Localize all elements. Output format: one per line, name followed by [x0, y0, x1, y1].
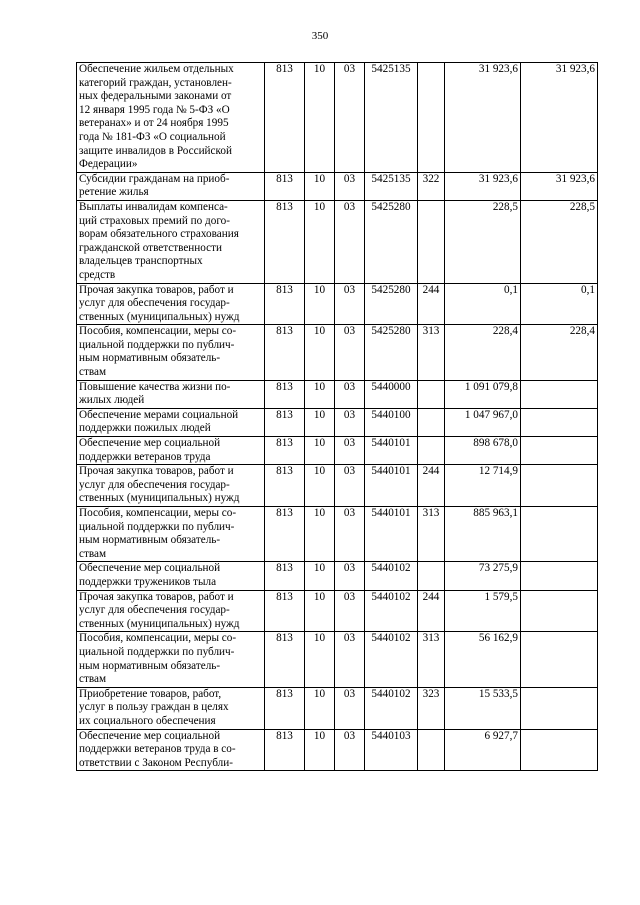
item-name-cell-text: Приобретение товаров, работ, услуг в пользу граждан в целях их социального обеспечения [79, 687, 229, 727]
amount-cell-text: 6 927,7 [484, 729, 518, 742]
expense-type-cell-text: 323 [422, 687, 440, 700]
amount-cell [521, 200, 598, 283]
item-name-cell [77, 562, 265, 590]
amount-cell [445, 590, 521, 632]
amount-cell [521, 63, 598, 173]
ministry-code-cell [265, 172, 305, 200]
page-number: 350 [311, 30, 329, 42]
subsection-code-cell-text: 03 [343, 729, 356, 742]
amount-cell-text: 228,5 [492, 200, 518, 213]
ministry-code-cell [265, 325, 305, 380]
target-code-cell [365, 283, 418, 325]
section-code-cell-text: 10 [313, 562, 326, 575]
subsection-code-cell [335, 437, 365, 465]
subsection-code-cell-text: 03 [343, 172, 356, 185]
subsection-code-cell-text: 03 [343, 63, 356, 75]
item-name-cell-text: Прочая закупка товаров, работ и услуг для обеспечения государ- ственных (муниципальных) нужд [79, 590, 240, 630]
amount-cell [521, 590, 598, 632]
ministry-code-cell [265, 283, 305, 325]
expense-type-cell-text: 244 [422, 465, 440, 478]
subsection-code-cell [335, 63, 365, 173]
expense-type-cell [418, 283, 445, 325]
section-code-cell-text: 10 [313, 380, 326, 393]
expense-type-cell [418, 632, 445, 687]
subsection-code-cell [335, 729, 365, 771]
section-code-cell-text: 10 [313, 465, 326, 478]
amount-cell [445, 380, 521, 408]
amount-cell-text: 0,1 [581, 283, 595, 296]
table-row [77, 63, 598, 173]
subsection-code-cell-text: 03 [343, 507, 356, 519]
amount-cell [521, 325, 598, 380]
amount-cell [521, 465, 598, 507]
amount-cell-text: 228,4 [569, 325, 595, 338]
section-code-cell [305, 325, 335, 380]
table-row [77, 325, 598, 380]
section-code-cell-text: 10 [313, 200, 326, 213]
item-name-cell [77, 590, 265, 632]
ministry-code-cell-text: 813 [276, 200, 293, 213]
ministry-code-cell [265, 63, 305, 173]
item-name-cell [77, 465, 265, 507]
subsection-code-cell [335, 283, 365, 325]
expense-type-cell [418, 562, 445, 590]
target-code-cell-text: 5425280 [371, 325, 411, 338]
section-code-cell-text: 10 [313, 283, 326, 296]
table-row [77, 687, 598, 729]
section-code-cell [305, 729, 335, 771]
target-code-cell [365, 325, 418, 380]
section-code-cell [305, 172, 335, 200]
item-name-cell [77, 63, 265, 173]
section-code-cell-text: 10 [313, 325, 326, 338]
table-row [77, 507, 598, 562]
amount-cell [445, 200, 521, 283]
section-code-cell-text: 10 [313, 590, 326, 603]
table-body [77, 63, 598, 771]
item-name-cell-text: Субсидии гражданам на приоб- ретение жилья [79, 172, 230, 199]
amount-cell-text: 1 047 967,0 [464, 408, 518, 421]
item-name-cell [77, 632, 265, 687]
amount-cell [445, 729, 521, 771]
subsection-code-cell [335, 380, 365, 408]
item-name-cell-text: Прочая закупка товаров, работ и услуг для обеспечения государ- ственных (муниципальных) нужд [79, 283, 240, 323]
table-row [77, 437, 598, 465]
amount-cell-text: 31 923,6 [555, 172, 595, 185]
item-name-cell [77, 507, 265, 562]
target-code-cell [365, 437, 418, 465]
section-code-cell [305, 408, 335, 436]
target-code-cell-text: 5425135 [371, 63, 411, 75]
item-name-cell [77, 325, 265, 380]
amount-cell-text: 56 162,9 [478, 632, 518, 645]
target-code-cell-text: 5425135 [371, 172, 411, 185]
ministry-code-cell [265, 632, 305, 687]
section-code-cell [305, 63, 335, 173]
amount-cell [445, 465, 521, 507]
ministry-code-cell [265, 507, 305, 562]
item-name-cell-text: Обеспечение мер социальной поддержки ветеранов труда [79, 437, 221, 463]
ministry-code-cell-text: 813 [276, 562, 293, 575]
item-name-cell [77, 437, 265, 465]
expense-type-cell-text: 244 [422, 283, 440, 296]
item-name-cell-text: Пособия, компенсации, меры со- циальной поддержки по публич- ным нормативным обязатель- ствам [79, 632, 237, 686]
table-row [77, 200, 598, 283]
item-name-cell-text: Обеспечение жильем отдельных категорий граждан, установлен- ных федеральными законами от 12 января 1995 года № 5-ФЗ «О ветеранах» и от 24 ноября 1995 года № 181-ФЗ «О социальной защите инвалидов в Российской Федерации» [79, 63, 234, 171]
table-row [77, 590, 598, 632]
section-code-cell [305, 465, 335, 507]
subsection-code-cell [335, 172, 365, 200]
ministry-code-cell-text: 813 [276, 729, 293, 742]
target-code-cell [365, 408, 418, 436]
amount-cell [445, 63, 521, 173]
item-name-cell-text: Обеспечение мерами социальной поддержки пожилых людей [79, 408, 239, 435]
table-row [77, 380, 598, 408]
expense-type-cell [418, 729, 445, 771]
item-name-cell [77, 729, 265, 771]
section-code-cell-text: 10 [313, 63, 326, 75]
expense-type-cell [418, 63, 445, 173]
subsection-code-cell [335, 200, 365, 283]
ministry-code-cell [265, 408, 305, 436]
amount-cell [445, 437, 521, 465]
section-code-cell [305, 562, 335, 590]
amount-cell-text: 1 091 079,8 [464, 380, 518, 393]
target-code-cell-text: 5440102 [371, 687, 411, 700]
amount-cell-text: 0,1 [504, 283, 518, 296]
amount-cell [521, 283, 598, 325]
ministry-code-cell [265, 729, 305, 771]
section-code-cell-text: 10 [313, 437, 326, 450]
amount-cell [521, 729, 598, 771]
target-code-cell [365, 687, 418, 729]
ministry-code-cell-text: 813 [276, 63, 293, 75]
ministry-code-cell-text: 813 [276, 380, 293, 393]
expense-type-cell [418, 590, 445, 632]
table-row [77, 729, 598, 771]
ministry-code-cell-text: 813 [276, 283, 293, 296]
subsection-code-cell [335, 325, 365, 380]
item-name-cell [77, 200, 265, 283]
ministry-code-cell [265, 465, 305, 507]
subsection-code-cell-text: 03 [343, 283, 356, 296]
target-code-cell-text: 5440101 [371, 465, 411, 478]
expense-type-cell [418, 465, 445, 507]
amount-cell-text: 31 923,6 [478, 172, 518, 185]
target-code-cell-text: 5440102 [371, 562, 411, 575]
table-row [77, 562, 598, 590]
expense-type-cell [418, 408, 445, 436]
ministry-code-cell [265, 200, 305, 283]
section-code-cell-text: 10 [313, 408, 326, 421]
target-code-cell-text: 5440102 [371, 590, 411, 603]
item-name-cell [77, 283, 265, 325]
subsection-code-cell-text: 03 [343, 632, 356, 645]
subsection-code-cell-text: 03 [343, 465, 356, 478]
amount-cell [521, 172, 598, 200]
subsection-code-cell [335, 590, 365, 632]
section-code-cell [305, 632, 335, 687]
ministry-code-cell-text: 813 [276, 437, 293, 450]
target-code-cell [365, 729, 418, 771]
ministry-code-cell-text: 813 [276, 507, 293, 519]
subsection-code-cell [335, 507, 365, 562]
amount-cell-text: 898 678,0 [473, 437, 518, 450]
section-code-cell-text: 10 [313, 172, 326, 185]
target-code-cell [365, 172, 418, 200]
subsection-code-cell-text: 03 [343, 200, 356, 213]
amount-cell [521, 687, 598, 729]
item-name-cell [77, 408, 265, 436]
amount-cell [521, 380, 598, 408]
target-code-cell-text: 5425280 [371, 200, 411, 213]
subsection-code-cell [335, 465, 365, 507]
ministry-code-cell [265, 590, 305, 632]
item-name-cell-text: Повышение качества жизни по- жилых людей [79, 380, 231, 407]
item-name-cell-text: Выплаты инвалидам компенса- ций страховых премий по дого- ворам обязательного страхования гражданской ответственности владельцев транспортных средств [79, 200, 239, 281]
target-code-cell-text: 5440100 [371, 408, 411, 421]
subsection-code-cell-text: 03 [343, 562, 356, 575]
target-code-cell [365, 380, 418, 408]
amount-cell [445, 408, 521, 436]
amount-cell [445, 507, 521, 562]
section-code-cell-text: 10 [313, 507, 326, 519]
amount-cell-text: 73 275,9 [478, 562, 518, 575]
table-row [77, 465, 598, 507]
target-code-cell-text: 5440101 [371, 437, 411, 450]
ministry-code-cell-text: 813 [276, 590, 293, 603]
table-row [77, 632, 598, 687]
amount-cell-text: 1 579,5 [484, 590, 518, 603]
amount-cell-text: 15 533,5 [478, 687, 518, 700]
expense-type-cell-text: 322 [422, 172, 440, 185]
section-code-cell [305, 200, 335, 283]
expense-type-cell [418, 507, 445, 562]
expense-type-cell [418, 172, 445, 200]
target-code-cell-text: 5440000 [371, 380, 411, 393]
section-code-cell [305, 437, 335, 465]
amount-cell-text: 228,4 [492, 325, 518, 338]
target-code-cell [365, 632, 418, 687]
subsection-code-cell-text: 03 [343, 687, 356, 700]
amount-cell [521, 507, 598, 562]
expense-type-cell [418, 437, 445, 465]
amount-cell [445, 562, 521, 590]
amount-cell [445, 687, 521, 729]
item-name-cell-text: Пособия, компенсации, меры со- циальной поддержки по публич- ным нормативным обязатель- ствам [79, 325, 237, 379]
section-code-cell [305, 380, 335, 408]
subsection-code-cell [335, 632, 365, 687]
expense-type-cell [418, 325, 445, 380]
ministry-code-cell-text: 813 [276, 632, 293, 645]
item-name-cell [77, 380, 265, 408]
amount-cell [445, 283, 521, 325]
amount-cell-text: 31 923,6 [555, 63, 595, 75]
ministry-code-cell-text: 813 [276, 325, 293, 338]
expense-type-cell [418, 200, 445, 283]
expense-type-cell-text: 244 [422, 590, 440, 603]
target-code-cell [365, 507, 418, 562]
target-code-cell [365, 590, 418, 632]
amount-cell [445, 632, 521, 687]
target-code-cell [365, 562, 418, 590]
ministry-code-cell-text: 813 [276, 408, 293, 421]
ministry-code-cell [265, 562, 305, 590]
section-code-cell [305, 507, 335, 562]
expense-type-cell-text: 313 [422, 507, 440, 519]
ministry-code-cell [265, 380, 305, 408]
amount-cell-text: 12 714,9 [478, 465, 518, 478]
item-name-cell [77, 687, 265, 729]
subsection-code-cell [335, 562, 365, 590]
amount-cell [521, 562, 598, 590]
amount-cell [445, 325, 521, 380]
section-code-cell-text: 10 [313, 687, 326, 700]
amount-cell [445, 172, 521, 200]
ministry-code-cell [265, 687, 305, 729]
amount-cell-text: 228,5 [569, 200, 595, 213]
table-row [77, 172, 598, 200]
amount-cell [521, 437, 598, 465]
subsection-code-cell-text: 03 [343, 437, 356, 450]
amount-cell [521, 408, 598, 436]
ministry-code-cell [265, 437, 305, 465]
ministry-code-cell-text: 813 [276, 465, 293, 478]
item-name-cell [77, 172, 265, 200]
ministry-code-cell-text: 813 [276, 172, 293, 185]
section-code-cell-text: 10 [313, 632, 326, 645]
section-code-cell [305, 590, 335, 632]
target-code-cell [365, 465, 418, 507]
target-code-cell-text: 5425280 [371, 283, 411, 296]
amount-cell-text: 31 923,6 [478, 63, 518, 75]
item-name-cell-text: Обеспечение мер социальной поддержки тружеников тыла [79, 562, 221, 588]
amount-cell-text: 885 963,1 [473, 507, 518, 519]
subsection-code-cell [335, 687, 365, 729]
amount-cell [521, 632, 598, 687]
table-row [77, 408, 598, 436]
budget-table [76, 62, 598, 771]
section-code-cell-text: 10 [313, 729, 326, 742]
expense-type-cell-text: 313 [422, 325, 440, 338]
section-code-cell [305, 687, 335, 729]
subsection-code-cell-text: 03 [343, 325, 356, 338]
target-code-cell [365, 200, 418, 283]
item-name-cell-text: Обеспечение мер социальной поддержки ветеранов труда в со- ответствии с Законом Республи- [79, 729, 236, 769]
subsection-code-cell-text: 03 [343, 590, 356, 603]
item-name-cell-text: Пособия, компенсации, меры со- циальной поддержки по публич- ным нормативным обязатель- ствам [79, 507, 237, 560]
subsection-code-cell-text: 03 [343, 380, 356, 393]
target-code-cell [365, 63, 418, 173]
target-code-cell-text: 5440103 [371, 729, 411, 742]
target-code-cell-text: 5440102 [371, 632, 411, 645]
section-code-cell [305, 283, 335, 325]
expense-type-cell [418, 380, 445, 408]
target-code-cell-text: 5440101 [371, 507, 411, 519]
ministry-code-cell-text: 813 [276, 687, 293, 700]
item-name-cell-text: Прочая закупка товаров, работ и услуг для обеспечения государ- ственных (муниципальных) нужд [79, 465, 240, 505]
subsection-code-cell-text: 03 [343, 408, 356, 421]
expense-type-cell [418, 687, 445, 729]
expense-type-cell-text: 313 [422, 632, 440, 645]
subsection-code-cell [335, 408, 365, 436]
table-row [77, 283, 598, 325]
